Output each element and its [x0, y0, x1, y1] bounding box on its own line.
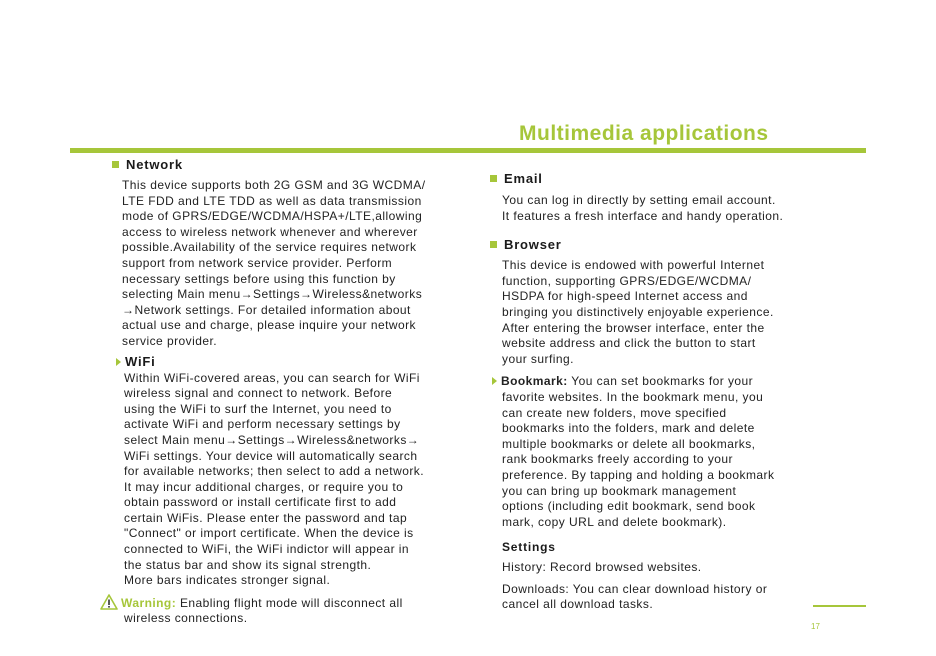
text-line: LTE FDD and LTE TDD as well as data transmission [122, 193, 422, 208]
text-line: actual use and charge, please inquire your network [122, 318, 416, 333]
text-line: It may incur additional charges, or require you to [124, 479, 404, 494]
page-title: Multimedia applications [519, 122, 769, 145]
text-line: favorite websites. In the bookmark menu, you [502, 389, 764, 404]
text-line: This device supports both 2G GSM and 3G WCDMA/ [122, 178, 426, 192]
text-line: This device is endowed with powerful Internet [502, 258, 765, 273]
text-line: After entering the browser interface, enter the [502, 320, 765, 335]
warning-text-2: wireless connections. [124, 611, 248, 626]
text-line: wireless signal and connect to network. Before [124, 386, 393, 401]
text-line: mode of GPRS/EDGE/WCDMA/HSPA+/LTE,allowing [122, 209, 423, 224]
text-line: multiple bookmarks or delete all bookmarks, [502, 436, 756, 451]
email-paragraph [502, 193, 870, 224]
page-number: 17 [811, 622, 820, 631]
browser-heading-text: Browser [504, 236, 562, 252]
text-line: certain WiFis. Please enter the password and tap [124, 510, 408, 525]
text-line: function, supporting GPRS/EDGE/WCDMA/ [502, 273, 752, 288]
wifi-heading-text: WiFi [125, 354, 156, 370]
browser-paragraph [502, 258, 870, 367]
text-line: possible.Availability of the service requires network [122, 240, 417, 255]
text-line: service provider. [122, 333, 218, 348]
warning-icon [100, 594, 118, 610]
text-line: Downloads: You can clear download history or [502, 581, 768, 596]
wifi-paragraph [124, 371, 485, 589]
email-heading [490, 169, 870, 187]
text-line: options (including edit bookmark, send book [502, 499, 756, 514]
bookmark-label: Bookmark: [501, 374, 568, 389]
text-line: can create new folders, move specified [502, 405, 727, 420]
text-line: using the WiFi to surf the Internet, you need to [124, 401, 392, 416]
text-line: for available networks; then select to add a network. [124, 464, 425, 479]
text-line: you can bring up bookmark management [502, 483, 737, 498]
text-line: access to wireless network whenever and wherever [122, 224, 418, 239]
text-line: →Network settings. For detailed information about [122, 302, 411, 317]
text-line: the status bar and show its signal strength. [124, 557, 372, 572]
text-line: mark, copy URL and delete bookmark). [502, 514, 727, 529]
warning-block [100, 594, 485, 627]
text-line: obtain password or install certificate first to add [124, 495, 397, 510]
text-line: Within WiFi-covered areas, you can search for WiFi [124, 370, 420, 385]
text-line: HSDPA for high-speed Internet access and [502, 289, 748, 304]
bullet-square-icon [112, 161, 119, 168]
text-line: WiFi settings. Your device will automatically search [124, 448, 418, 463]
text-line: preference. By tapping and holding a bookmark [502, 467, 775, 482]
email-heading-text: Email [504, 170, 543, 186]
text-line: selecting Main menu→Settings→Wireless&networks [122, 287, 423, 302]
text-line: support from network service provider. Perform [122, 255, 393, 270]
settings-heading: Settings [502, 540, 556, 555]
left-column [100, 155, 485, 627]
settings-downloads [502, 582, 870, 613]
network-heading-text: Network [126, 156, 183, 172]
bullet-triangle-icon [492, 377, 497, 385]
text-line: It features a fresh interface and handy operation. [502, 208, 784, 223]
text-line: select Main menu→Settings→Wireless&networks→ [124, 432, 420, 447]
title-rule [70, 148, 866, 153]
network-heading [112, 155, 485, 173]
text-line: More bars indicates stronger signal. [124, 573, 331, 588]
text-line: bringing you distinctively enjoyable experience. [502, 304, 774, 319]
bullet-square-icon [490, 241, 497, 248]
right-column [490, 169, 870, 613]
text-line: necessary settings before using this function by [122, 271, 396, 286]
bullet-triangle-icon [116, 358, 121, 366]
settings-history: History: Record browsed websites. [502, 560, 702, 575]
text-line: You can log in directly by setting email account. [502, 193, 776, 207]
text-line: connected to WiFi, the WiFi indictor will appear in [124, 542, 410, 557]
warning-label: Warning: [121, 595, 177, 610]
text-line: activate WiFi and perform necessary settings by [124, 417, 401, 432]
browser-heading [490, 235, 870, 253]
text-line: your surfing. [502, 351, 574, 366]
text-line: bookmarks into the folders, mark and delete [502, 421, 755, 436]
footer-rule [813, 605, 866, 607]
bullet-square-icon [490, 175, 497, 182]
text-line: "Connect" or import certificate. When the device is [124, 526, 414, 541]
text-line: rank bookmarks freely according to your [502, 452, 733, 467]
warning-text-1: Enabling flight mode will disconnect all [176, 595, 403, 610]
network-paragraph [122, 178, 485, 350]
text-line: website address and click the button to start [502, 336, 756, 351]
bookmark-block [492, 374, 870, 390]
bookmark-paragraph [502, 390, 870, 530]
wifi-heading [116, 353, 485, 371]
bookmark-first-line: You can set bookmarks for your [567, 374, 754, 389]
text-line: cancel all download tasks. [502, 597, 654, 612]
